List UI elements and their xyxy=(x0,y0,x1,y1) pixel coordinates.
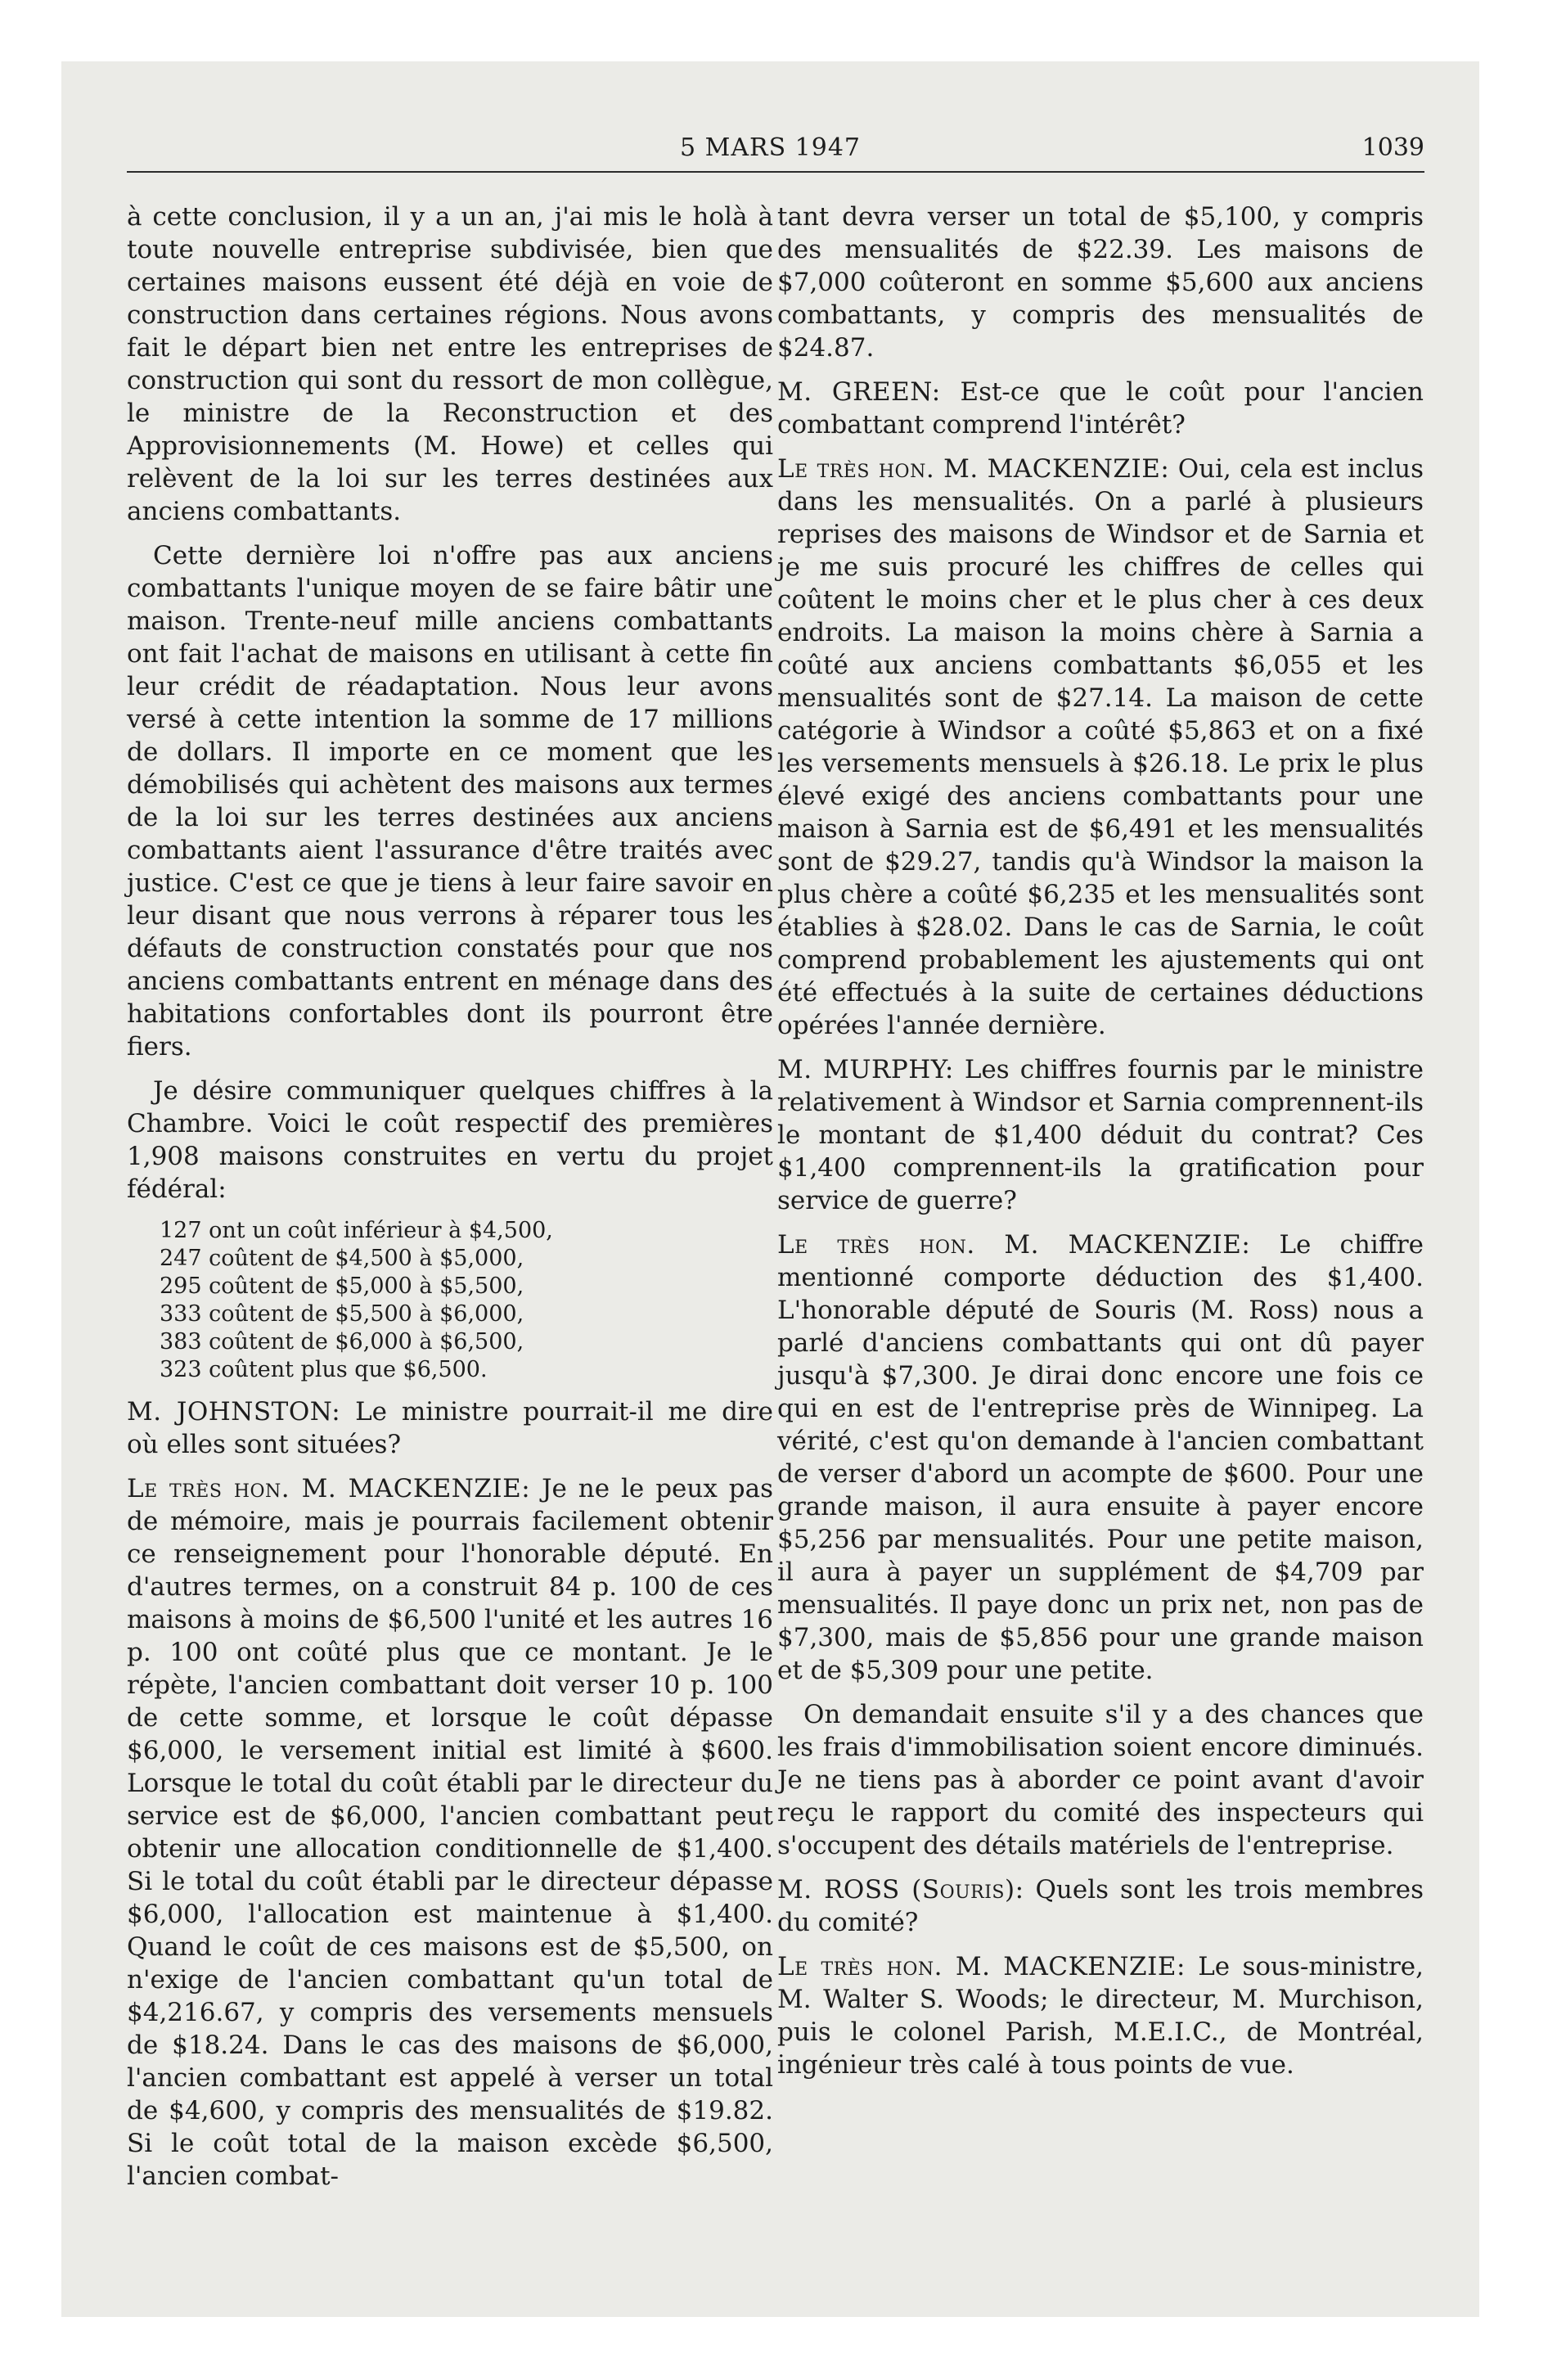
header-date: 5 MARS 1947 xyxy=(679,133,862,162)
speech-mackenzie xyxy=(777,1228,1424,1687)
paragraph: à cette conclusion, il y a un an, j'ai mis le holà à toute nouvelle entreprise subdivisée, bien que certaines maisons eussent été déjà en voie de construction dans certaines régions. Nous avons fait le départ bien net entre les entreprises de construction qui sont du ressort de mon collègue, le ministre de la Reconstruction et des Approvisionnements (M. Howe) et celles qui relèvent de la loi sur les terres destinées aux anciens combattants. xyxy=(127,202,773,526)
speech-text: Les chiffres fournis par le ministre relativement à Windsor et Sarnia comprennent-ils le montant de $1,400 déduit du contrat? Ces $1,400 comprennent-ils la gratification pour service de guerre? xyxy=(777,1055,1424,1215)
speech-text: Je ne le peux pas de mémoire, mais je pourrais facilement obtenir ce renseignement pour l'honorable député. En d'autres termes, on a construit 84 p. 100 de ces maisons à moins de $6,500 l'unité et les autres 16 p. 100 ont coûté plus que ce montant. Je le répète, l'ancien combattant doit verser 10 p. 100 de cette somme, et lorsque le coût dépasse $6,000, le versement initial est limité à $600. Lorsque le total du coût établi par le directeur du service est de $6,000, l'ancien combattant peut obtenir une allocation conditionnelle de $1,400. Si le total du coût établi par le directeur dépasse $6,000, l'allocation est maintenue à $1,400. Quand le coût de ces maisons est de $5,500, on n'exige de l'ancien combattant qu'un total de $4,216.67, y compris des versements mensuels de $18.24. Dans le cas des maisons de $6,000, l'ancien combattant est appelé à verser un total de $4,600, y compris des mensualités de $19.82. Si le coût total de la maison excède $6,500, l'ancien combat- xyxy=(127,1474,773,2191)
speech-text: Quels sont les trois membres du comité? xyxy=(777,1875,1424,1937)
speech-ross xyxy=(777,1873,1424,1939)
speech-mackenzie xyxy=(777,453,1424,1042)
cost-list xyxy=(160,1217,773,1384)
speaker-name: M. ROSS (Souris): xyxy=(777,1875,1024,1904)
list-item: 247 coûtent de $4,500 à $5,000, xyxy=(160,1246,524,1271)
speaker-name: Le très hon. M. MACKENZIE: xyxy=(777,1952,1186,1981)
paragraph: On demandait ensuite s'il y a des chances que les frais d'immobilisation soient encore diminués. Je ne tiens pas à aborder ce point avant d'avoir reçu le rapport du comité des inspecteurs qui s'occupent des détails matériels de l'entreprise. xyxy=(777,1700,1424,1860)
list-item: 127 ont un coût inférieur à $4,500, xyxy=(160,1218,553,1243)
speech-johnston xyxy=(127,1395,773,1461)
speech-mackenzie xyxy=(127,1472,773,2193)
document-page xyxy=(61,61,1479,2317)
speaker-name: M. JOHNSTON: xyxy=(127,1397,341,1427)
speech-text: Oui, cela est inclus dans les mensualités. On a parlé à plusieurs reprises des maisons de Windsor et de Sarnia et je me suis procuré les chiffres de celles qui coûtent le moins cher et le plus cher à ces deux endroits. La maison la moins chère à Sarnia a coûté aux anciens combattants $6,055 et les mensualités sont de $27.14. La maison de cette catégorie à Windsor a coûté $5,863 et on a fixé les versements mensuels à $26.18. Le prix le plus élevé exigé des anciens combattants pour une maison à Sarnia est de $6,491 et les mensualités sont de $29.27, tandis qu'à Windsor la maison la plus chère a coûté $6,235 et les mensualités sont établies à $28.02. Dans le cas de Sarnia, le coût comprend probablement les ajustements qui ont été effectués à la suite de certaines déductions opérées l'année dernière. xyxy=(777,454,1424,1040)
speech-mackenzie xyxy=(777,1950,1424,2081)
list-item: 383 coûtent de $6,000 à $6,500, xyxy=(160,1329,524,1355)
page-number: 1039 xyxy=(1361,133,1424,162)
left-column xyxy=(127,201,773,2204)
paragraph: tant devra verser un total de $5,100, y compris des mensualités de $22.39. Les maisons de $7,000 coûteront en somme $5,600 aux anciens combattants, y compris des mensualités de $24.87. xyxy=(777,202,1424,363)
speech-text: Le ministre pourrait-il me dire où elles sont situées? xyxy=(127,1397,773,1459)
list-item: 323 coûtent plus que $6,500. xyxy=(160,1357,488,1382)
speaker-name: Le très hon. M. MACKENZIE: xyxy=(127,1474,531,1503)
speech-text: Le sous-ministre, M. Walter S. Woods; le directeur, M. Murchison, puis le colonel Parish, M.E.I.C., de Montréal, ingénieur très calé à tous points de vue. xyxy=(777,1952,1424,2080)
header-rule xyxy=(127,171,1424,173)
speaker-name: M. GREEN: xyxy=(777,377,941,407)
speaker-name: Le très hon. M. MACKENZIE: xyxy=(777,1230,1251,1260)
list-item: 333 coûtent de $5,500 à $6,000, xyxy=(160,1301,524,1327)
paragraph: Cette dernière loi n'offre pas aux anciens combattants l'unique moyen de se faire bâtir une maison. Trente-neuf mille anciens combattants ont fait l'achat de maisons en utilisant à cette fin leur crédit de réadaptation. Nous leur avons versé à cette intention la somme de 17 millions de dollars. Il importe en ce moment que les démobilisés qui achètent des maisons aux termes de la loi sur les terres destinées aux anciens combattants aient l'assurance d'être traités avec justice. C'est ce que je tiens à leur faire savoir en leur disant que nous verrons à réparer tous les défauts de construction constatés pour que nos anciens combattants entrent en ménage dans des habitations confortables dont ils pourront être fiers. xyxy=(127,541,773,1062)
speech-text: Le chiffre mentionné comporte déduction des $1,400. L'honorable député de Souris (M. Ross) nous a parlé d'anciens combattants qui ont dû payer jusqu'à $7,300. Je dirai donc encore une fois ce qui en est de l'entreprise près de Winnipeg. La vérité, c'est qu'on demande à l'ancien combattant de verser d'abord un acompte de $600. Pour une grande maison, il aura ensuite à payer encore $5,256 par mensualités. Pour une petite maison, il aura à payer un supplément de $4,709 par mensualités. Il paye donc un prix net, non pas de $7,300, mais de $5,856 pour une grande maison et de $5,309 pour une petite. xyxy=(777,1230,1424,1685)
list-item: 295 coûtent de $5,000 à $5,500, xyxy=(160,1273,524,1299)
speaker-name: M. MURPHY: xyxy=(777,1055,954,1084)
page-header xyxy=(61,133,1479,169)
paragraph: Je désire communiquer quelques chiffres à la Chambre. Voici le coût respectif des premières 1,908 maisons construites en vertu du projet fédéral: xyxy=(127,1076,773,1204)
speech-murphy xyxy=(777,1053,1424,1217)
speech-green xyxy=(777,376,1424,441)
speech-text: Est-ce que le coût pour l'ancien combattant comprend l'intérêt? xyxy=(777,377,1424,439)
speaker-name: Le très hon. M. MACKENZIE: xyxy=(777,454,1170,484)
right-column xyxy=(777,201,1424,2093)
